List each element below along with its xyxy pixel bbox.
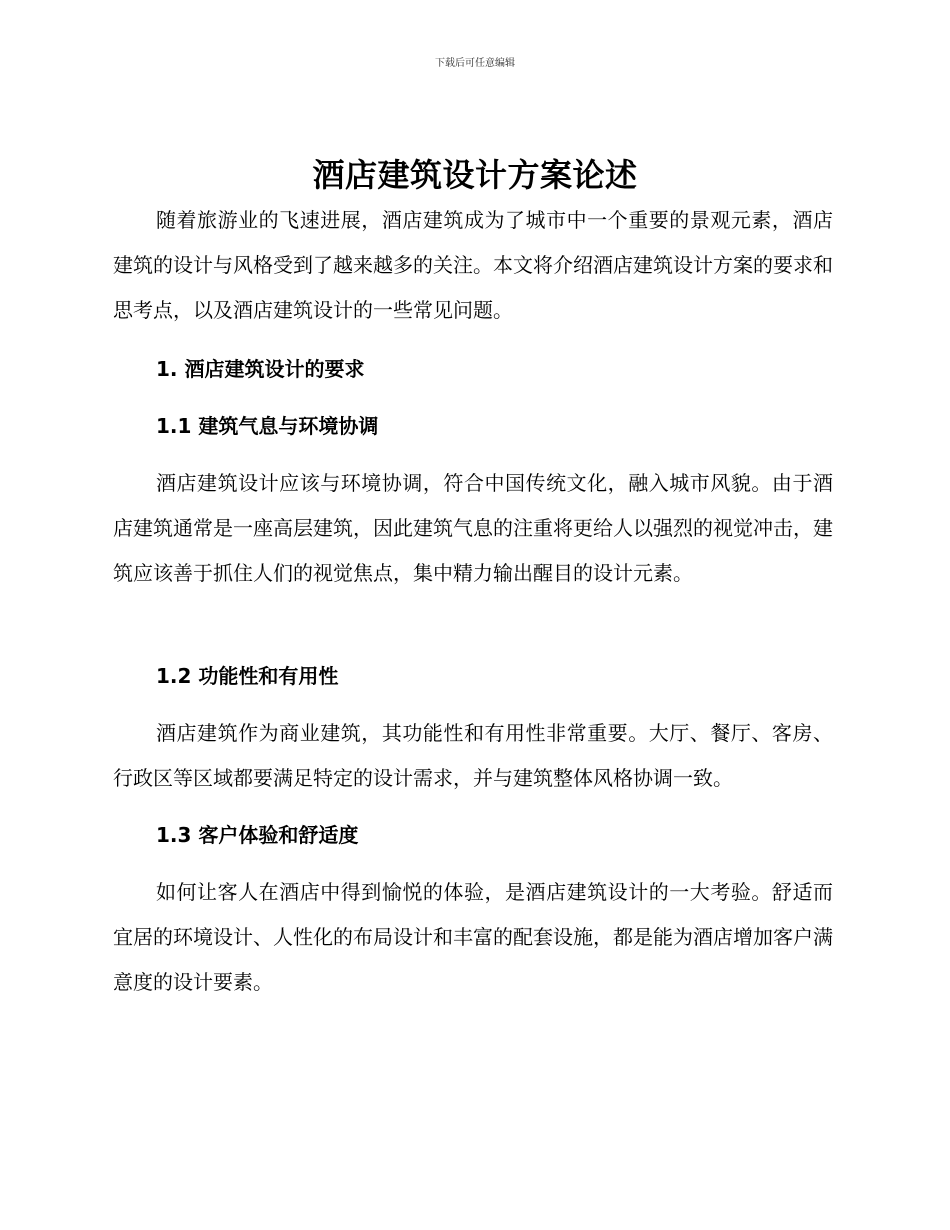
section-body-1-3: 如何让客人在酒店中得到愉悦的体验，是酒店建筑设计的一大考验。舒适而宜居的环境设计、人性化的布局设计和丰富的配套设施，都是能为酒店增加客户满意度的设计要素。 [113,880,833,994]
section-heading-1: 1. 酒店建筑设计的要求 [156,357,365,381]
section-body-1-1: 酒店建筑设计应该与环境协调，符合中国传统文化，融入城市风貌。由于酒店建筑通常是一座高层建筑，因此建筑气息的注重将更给人以强烈的视觉冲击，建筑应该善于抓住人们的视觉焦点，集中精力输出醒目的设计元素。 [113,471,833,585]
section-heading-1-1: 1.1 建筑气息与环境协调 [156,414,379,438]
section-heading-1-2: 1.2 功能性和有用性 [156,664,339,688]
section-body-1-2: 酒店建筑作为商业建筑，其功能性和有用性非常重要。大厅、餐厅、客房、行政区等区域都要满足特定的设计需求，并与建筑整体风格协调一致。 [113,721,833,790]
document-title: 酒店建筑设计方案论述 [312,156,638,194]
section-heading-1-3: 1.3 客户体验和舒适度 [156,823,359,847]
intro-paragraph: 随着旅游业的飞速进展，酒店建筑成为了城市中一个重要的景观元素，酒店建筑的设计与风格受到了越来越多的关注。本文将介绍酒店建筑设计方案的要求和思考点，以及酒店建筑设计的一些常见问题。 [113,208,833,322]
header-note: 下载后可任意编辑 [435,58,515,69]
